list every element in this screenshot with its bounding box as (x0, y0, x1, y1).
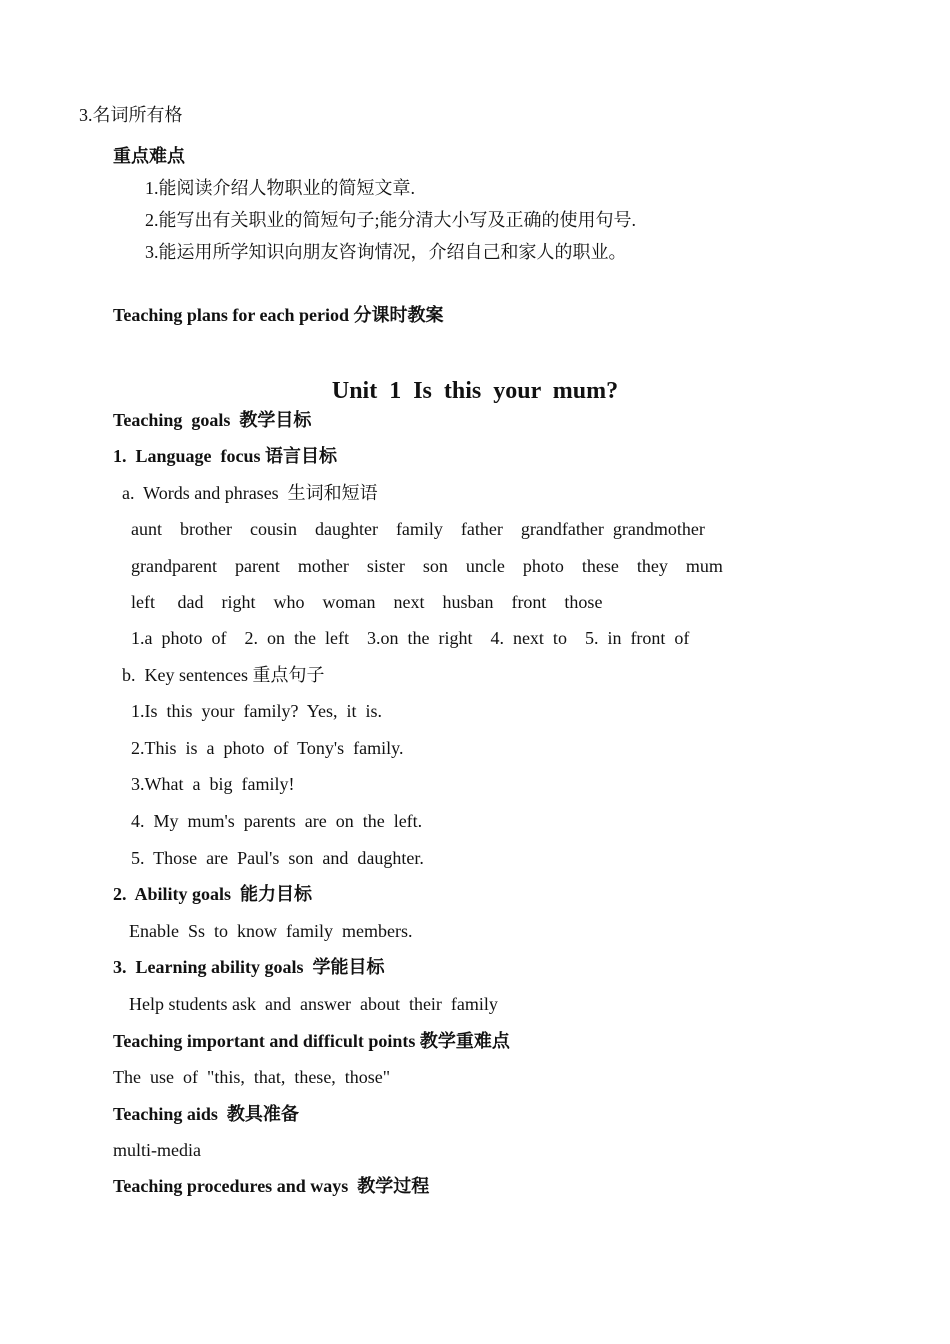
learning-goals-text: Help students ask and answer about their family (129, 994, 498, 1014)
key-sentence: 2.This is a photo of Tony's family. (131, 738, 404, 758)
aids-heading: Teaching aids 教具准备 (113, 1104, 299, 1124)
key-sentence: 4. My mum's parents are on the left. (131, 811, 423, 831)
important-points-text: The use of "this, that, these, those" (113, 1067, 391, 1087)
top-item: 3.名词所有格 (79, 105, 183, 125)
aids-text: multi-media (113, 1140, 201, 1160)
words-heading: a. Words and phrases 生词和短语 (122, 483, 378, 503)
key-points-heading: 重点难点 (113, 146, 185, 166)
phrase-line: 1.a photo of 2. on the left 3.on the right 4. next to 5. in front of (131, 628, 690, 648)
key-point-item: 1.能阅读介绍人物职业的简短文章. (145, 178, 415, 198)
key-point-item: 2.能写出有关职业的简短句子;能分清大小写及正确的使用句号. (145, 210, 636, 230)
sentences-heading: b. Key sentences 重点句子 (122, 665, 325, 685)
key-sentence: 5. Those are Paul's son and daughter. (131, 848, 424, 868)
unit-title: Unit 1 Is this your mum? (331, 378, 619, 404)
key-sentence: 3.What a big family! (131, 774, 295, 794)
word-line: grandparent parent mother sister son uncle photo these they mum (131, 556, 723, 576)
key-point-item: 3.能运用所学知识向朋友咨询情况，介绍自己和家人的职业。 (145, 242, 627, 262)
procedures-heading: Teaching procedures and ways 教学过程 (113, 1176, 430, 1196)
important-points-heading: Teaching important and difficult points 教学重难点 (113, 1031, 510, 1051)
plans-heading: Teaching plans for each period 分课时教案 (113, 305, 444, 325)
goals-heading: Teaching goals 教学目标 (113, 410, 312, 430)
word-line: left dad right who woman next husban front those (131, 592, 603, 612)
ability-goals-text: Enable Ss to know family members. (129, 921, 413, 941)
key-sentence: 1.Is this your family? Yes, it is. (131, 701, 383, 721)
ability-goals-heading: 2. Ability goals 能力目标 (113, 884, 313, 904)
learning-goals-heading: 3. Learning ability goals 学能目标 (113, 957, 385, 977)
word-line: aunt brother cousin daughter family father grandfather grandmother (131, 519, 705, 539)
language-focus-heading: 1. Language focus 语言目标 (113, 446, 338, 466)
